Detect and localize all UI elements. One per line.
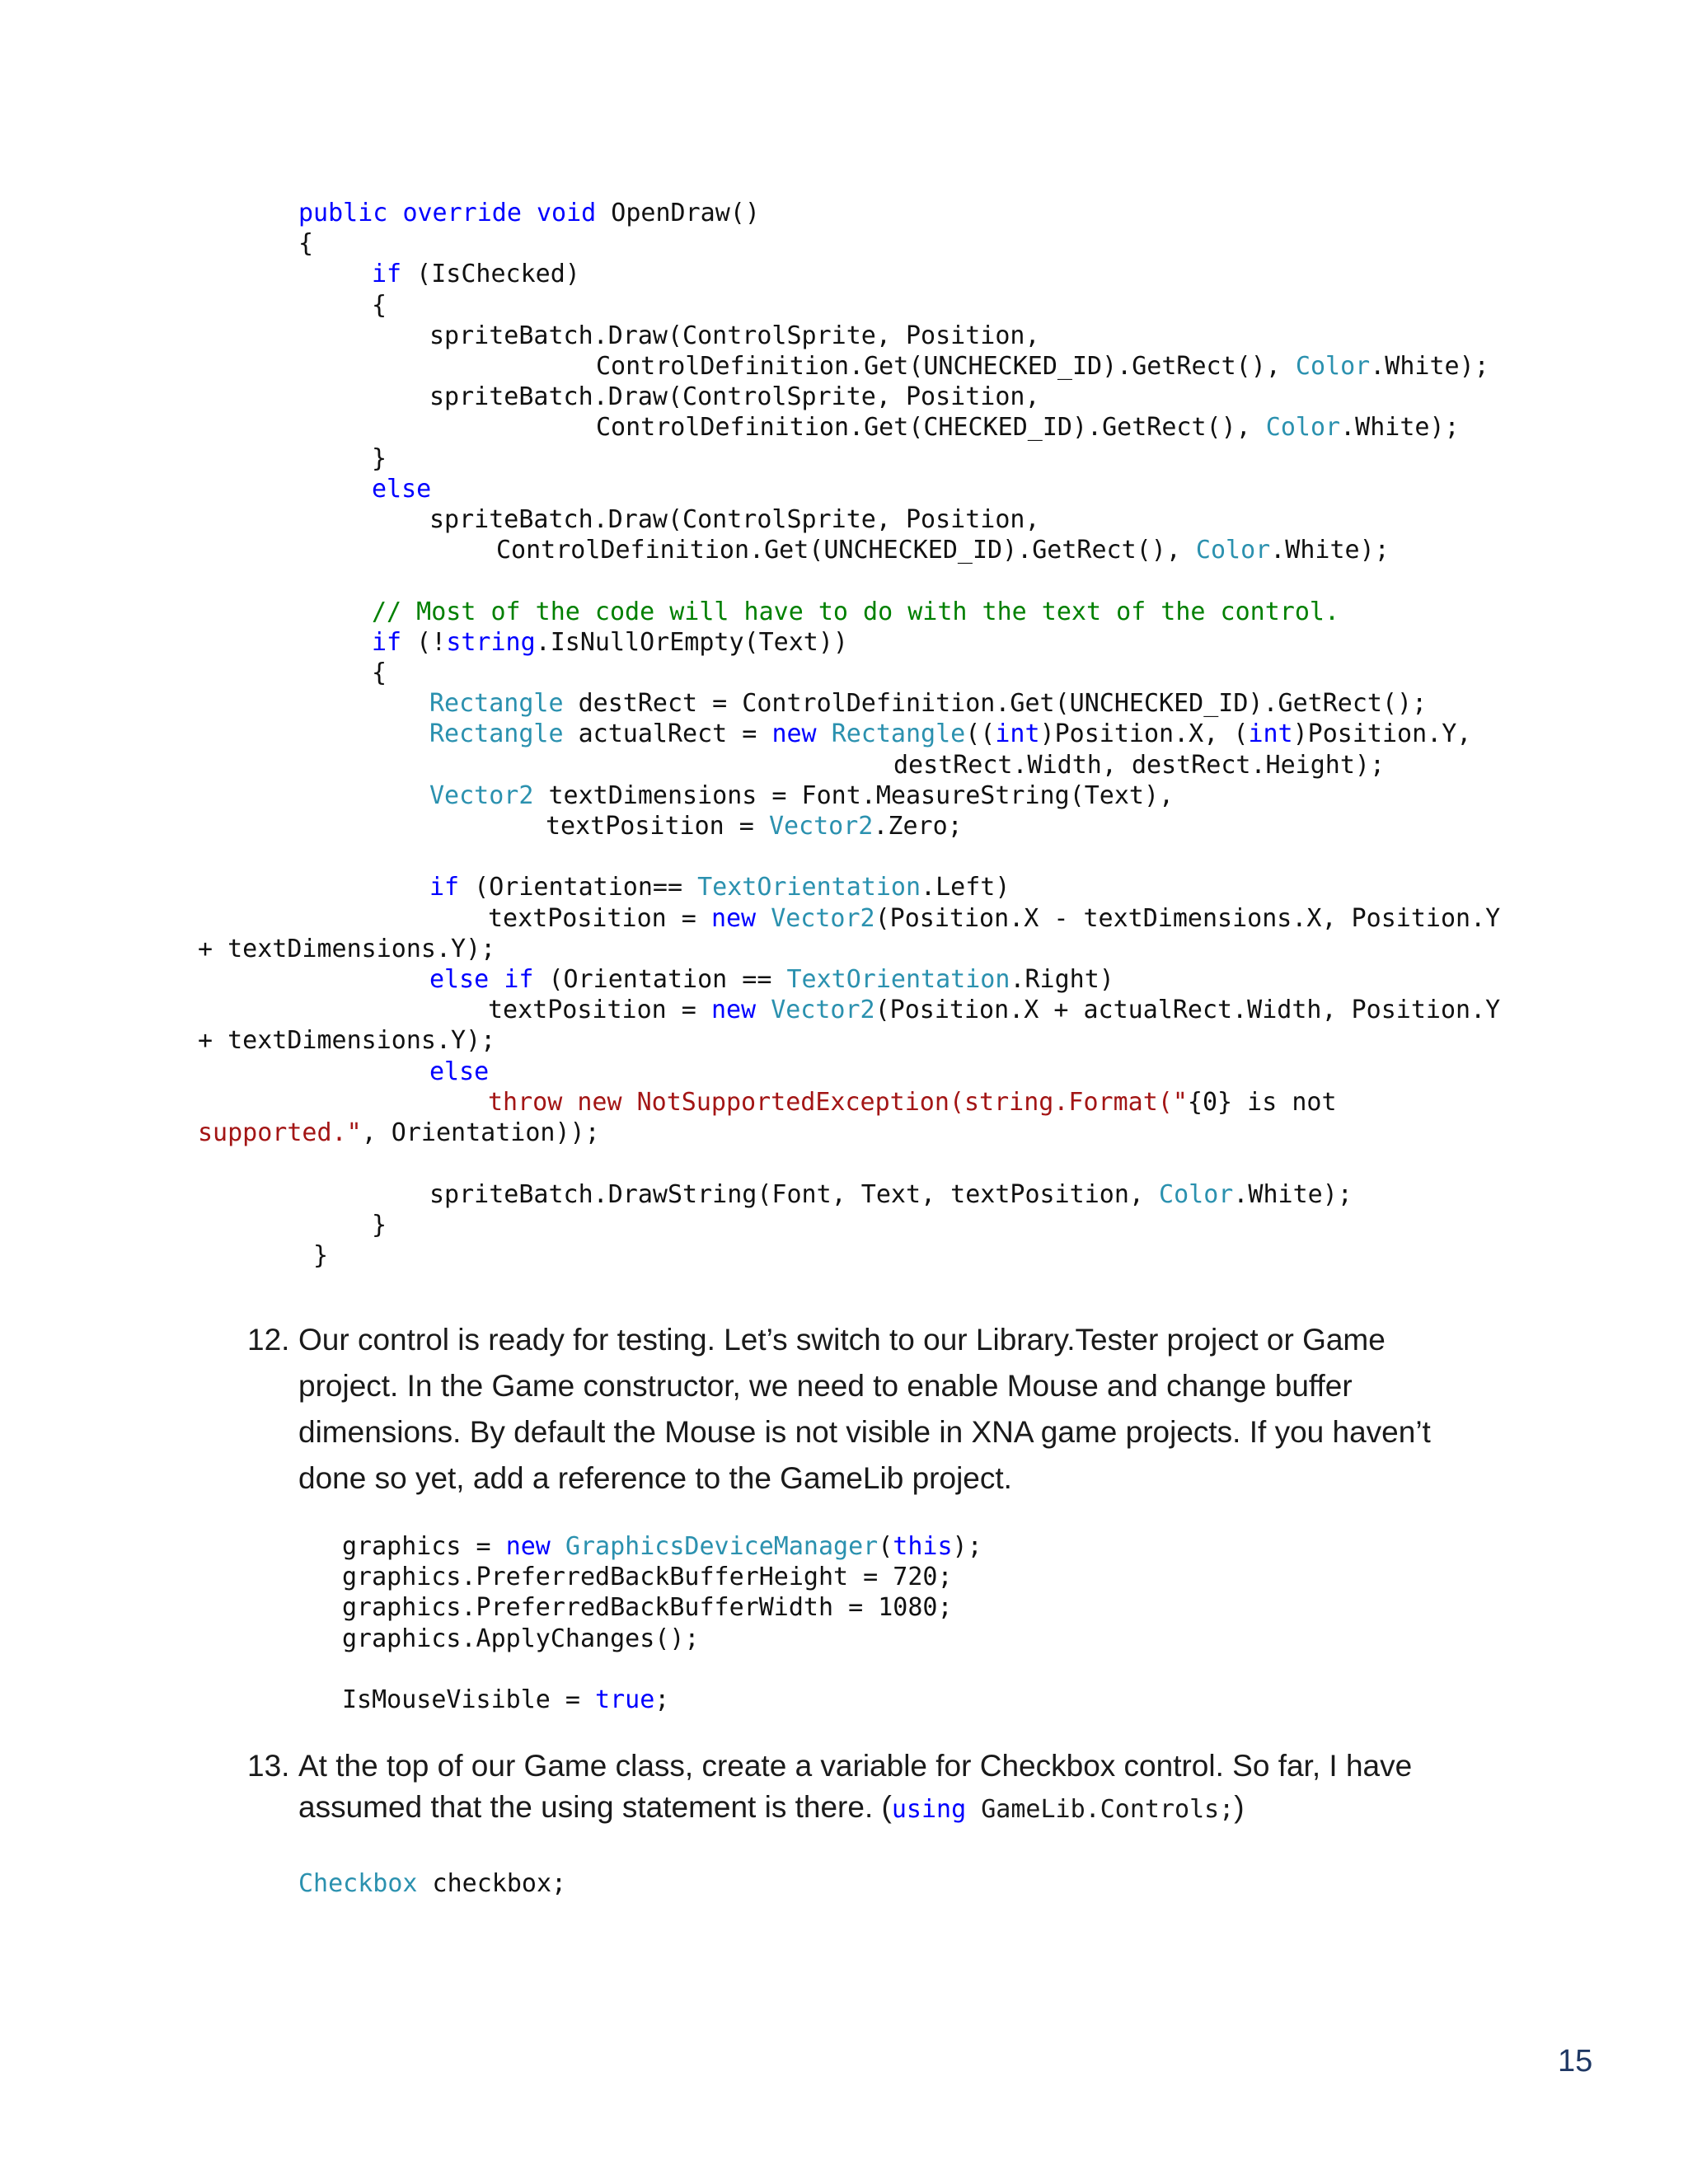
- code-line: Rectangle destRect = ControlDefinition.Get(UNCHECKED_ID).GetRect();: [429, 689, 1428, 719]
- code-block-graphics-setup: [342, 1531, 982, 1715]
- code-comment: // Most of the code will have to do with the text of the control.: [372, 597, 1339, 626]
- code-line: spriteBatch.Draw(ControlSprite, Position,: [429, 321, 1040, 350]
- code-line: else if (Orientation == TextOrientation.Right): [429, 965, 1114, 995]
- code-line: + textDimensions.Y);: [198, 1026, 496, 1056]
- code-line: {: [372, 290, 387, 320]
- code-line: ControlDefinition.Get(UNCHECKED_ID).GetRect(), Color.White);: [496, 536, 1390, 565]
- code-line: }: [372, 1210, 387, 1240]
- step-text-end: ): [1234, 1790, 1245, 1824]
- code-line: throw new NotSupportedException(string.Format("{0} is not: [488, 1087, 1337, 1117]
- code-line: textPosition = new Vector2(Position.X - textDimensions.X, Position.Y: [488, 903, 1501, 933]
- code-line: + textDimensions.Y);: [198, 934, 496, 963]
- code-line: if (Orientation== TextOrientation.Left): [429, 873, 1010, 902]
- code-line: if (IsChecked): [372, 260, 580, 289]
- code-line: graphics.ApplyChanges();: [342, 1624, 700, 1653]
- code-line: public override void OpenDraw(): [298, 199, 760, 227]
- step-number: 12.: [247, 1323, 290, 1357]
- inline-code-using: using GameLib.Controls;: [891, 1795, 1235, 1824]
- code-line: textPosition = new Vector2(Position.X + actualRect.Width, Position.Y: [488, 996, 1501, 1025]
- code-line: {: [298, 229, 314, 259]
- code-line: graphics.PreferredBackBufferHeight = 720;: [342, 1563, 953, 1592]
- code-line: spriteBatch.Draw(ControlSprite, Position,: [429, 382, 1040, 412]
- code-line: Rectangle actualRect = new Rectangle((int)Position.X, (int)Position.Y,: [429, 719, 1472, 749]
- code-line: else: [429, 1057, 490, 1086]
- code-line: graphics.PreferredBackBufferWidth = 1080;: [342, 1593, 953, 1623]
- step-number: 13.: [247, 1749, 290, 1783]
- code-line: {: [372, 658, 387, 688]
- code-line: destRect.Width, destRect.Height);: [893, 750, 1386, 780]
- code-block-opendraw: [198, 198, 1500, 1271]
- code-line: Checkbox checkbox;: [298, 1869, 567, 1898]
- code-line: }: [372, 443, 387, 473]
- code-line: spriteBatch.Draw(ControlSprite, Position,: [429, 505, 1040, 535]
- step-text: Our control is ready for testing. Let’s switch to our Library.Tester project or Game project. In the Game constructor, we need to enable Mouse and change buffer dimensions. By default the Mouse is not visible in XNA game projects. If you haven’t done so yet, add a reference to the GameLib project.: [298, 1323, 1431, 1495]
- code-line: IsMouseVisible = true;: [342, 1685, 670, 1715]
- step-text: At the top of our Game class, create a variable for Checkbox control. So far, I have assumed that the using statement is there. (: [298, 1749, 1413, 1824]
- code-line: supported.", Orientation));: [198, 1118, 600, 1148]
- step-text-wrapper: [298, 1746, 1452, 1830]
- code-line: ControlDefinition.Get(UNCHECKED_ID).GetRect(), Color.White);: [596, 352, 1489, 382]
- code-line: ControlDefinition.Get(CHECKED_ID).GetRect(), Color.White);: [596, 413, 1460, 443]
- code-line: Vector2 textDimensions = Font.MeasureString(Text),: [429, 780, 1175, 810]
- code-line: graphics = new GraphicsDeviceManager(this);: [342, 1532, 982, 1561]
- code-line: textPosition = Vector2.Zero;: [546, 812, 963, 841]
- code-line: if (!string.IsNullOrEmpty(Text)): [372, 627, 848, 657]
- code-block-checkbox-field: [298, 1868, 566, 1899]
- code-line: }: [313, 1240, 329, 1270]
- step-13: [247, 1746, 1452, 1830]
- page-number: 15: [1558, 2044, 1593, 2079]
- code-line: else: [372, 474, 432, 504]
- code-line: spriteBatch.DrawString(Font, Text, textPosition, Color.White);: [429, 1179, 1353, 1209]
- step-12: [247, 1317, 1452, 1502]
